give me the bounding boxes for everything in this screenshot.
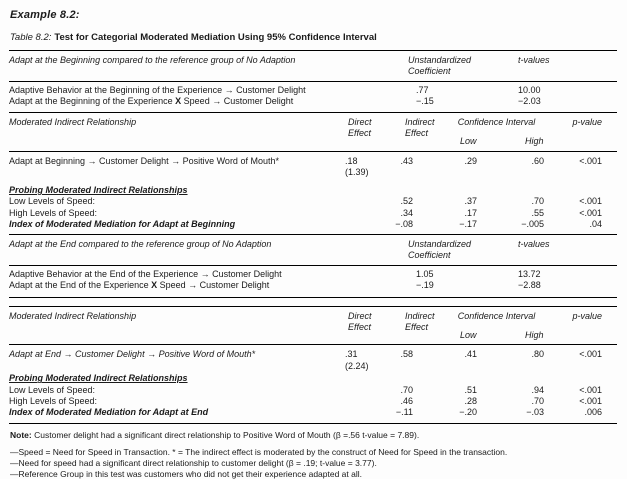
cell-ci-high: .70 — [531, 196, 545, 207]
cell-direct-effect — [325, 219, 375, 235]
table-row — [9, 407, 617, 423]
cell-pvalue: .04 — [589, 219, 603, 230]
table-footnotes — [10, 430, 619, 479]
interaction-x: X — [151, 280, 158, 291]
table-row — [9, 152, 617, 179]
probing-subheader: Probing Moderated Indirect Relationships — [9, 373, 188, 384]
cell-label: Adapt at End → Customer Delight → Positive Word of Mouth* — [9, 349, 256, 360]
cell-ci-low: .41 — [464, 349, 477, 360]
cell-ci-low: .29 — [464, 156, 477, 166]
table-caption-number: Table 8.2: — [10, 32, 52, 43]
cell-label: Adaptive Behavior at the End of the Experience → Customer Delight — [9, 269, 282, 280]
table-row — [9, 345, 617, 372]
table-row — [9, 266, 617, 281]
cell-label: Adapt at the End of the Experience X Speed → Customer Delight — [9, 280, 270, 291]
cell-ci-low: .37 — [464, 196, 477, 207]
note-text: Customer delight had a significant direct relationship to Positive Word of Mouth (β =.56 t-value = 7.89). — [34, 429, 420, 440]
header-row — [9, 306, 617, 325]
cell-ci-low: .51 — [464, 384, 477, 395]
cell-indirect-effect: .70 — [400, 384, 413, 395]
end-mediation-table — [9, 306, 617, 424]
cell-indirect-effect: .34 — [400, 207, 413, 218]
cell-ci-high: .70 — [531, 396, 545, 407]
column-header-indirect-effect: Indirect Effect — [405, 310, 435, 332]
cell-label: Low Levels of Speed: — [9, 384, 96, 395]
column-header-direct-effect: Direct Effect — [348, 117, 372, 139]
cell-label: Adaptive Behavior at the Beginning of the Experience → Customer Delight — [9, 84, 306, 95]
cell-ci-high: .60 — [531, 156, 545, 166]
column-header-low: Low — [460, 329, 477, 340]
table-caption — [10, 32, 619, 43]
cell-label: High Levels of Speed: — [9, 396, 98, 407]
cell-coefficient: 1.05 — [416, 269, 434, 280]
column-header-confidence-interval: Confidence Interval — [457, 117, 536, 128]
cell-indirect-effect: .52 — [400, 196, 413, 207]
cell-indirect-effect: .46 — [400, 396, 413, 407]
table-row — [9, 208, 617, 219]
note-line — [10, 430, 619, 441]
header-row — [9, 51, 617, 82]
cell-label: Adapt at the Beginning of the Experience X Speed → Customer Delight — [9, 96, 294, 106]
interaction-x: X — [175, 96, 182, 106]
cell-indirect-effect: −.08 — [395, 219, 413, 230]
cell-coefficient: −.19 — [416, 280, 434, 291]
cell-indirect-effect: −.11 — [395, 407, 413, 418]
column-header-pvalue: p-value — [572, 310, 603, 321]
cell-pvalue: <.001 — [579, 156, 603, 166]
column-header-tvalues: t-values — [518, 55, 550, 65]
cell-ci-low: −.17 — [459, 219, 477, 230]
footnote-line: —Need for speed had a significant direct relationship to customer delight (β = .19; t-value = 3.77). — [10, 458, 377, 469]
section-header: Moderated Indirect Relationship — [9, 117, 137, 128]
cell-tvalue: −2.88 — [518, 280, 541, 291]
cell-ci-high: .94 — [531, 384, 545, 395]
index-of-moderated-mediation-label: Index of Moderated Mediation for Adapt at End — [9, 407, 209, 418]
table-caption-title: Test for Categorial Moderated Mediation Using 95% Confidence Interval — [54, 32, 377, 43]
cell-direct-effect: .18 (1.39) — [345, 156, 369, 178]
column-header-low: Low — [460, 136, 477, 147]
column-header-confidence-interval: Confidence Interval — [457, 310, 536, 321]
cell-ci-low: .17 — [464, 207, 477, 218]
cell-direct-effect — [325, 407, 375, 423]
cell-pvalue: <.001 — [579, 196, 603, 207]
table-row — [9, 179, 617, 196]
cell-direct-effect — [325, 196, 375, 207]
cell-direct-effect — [325, 385, 375, 396]
section-header: Adapt at the End compared to the reference group of No Adaption — [9, 239, 272, 250]
table-row — [9, 280, 617, 297]
header-row — [9, 235, 617, 265]
cell-ci-high: .55 — [531, 207, 545, 218]
table-row — [9, 219, 617, 235]
cell-tvalue: 13.72 — [518, 269, 541, 280]
cell-direct-effect — [325, 208, 375, 219]
note-label: Note: — [10, 429, 32, 440]
cell-direct-effect: .31 (2.24) — [345, 349, 369, 371]
cell-direct-effect — [325, 396, 375, 407]
table-row — [9, 385, 617, 396]
begin-coefficients-table — [9, 50, 617, 113]
cell-indirect-effect: .43 — [400, 156, 413, 166]
section-header: Adapt at the Beginning compared to the reference group of No Adaption — [9, 55, 296, 65]
column-header-pvalue: p-value — [572, 117, 603, 128]
cell-label: High Levels of Speed: — [9, 207, 98, 218]
cell-pvalue: <.001 — [579, 207, 603, 218]
index-of-moderated-mediation-label: Index of Moderated Mediation for Adapt at Beginning — [9, 219, 236, 230]
column-header-coefficient: Unstandardized Coefficient — [408, 239, 472, 261]
table-row — [9, 372, 617, 384]
column-header-tvalues: t-values — [518, 239, 550, 250]
footnote-line: —Reference Group in this test was customers who did not get their experience adapted at all. — [10, 468, 362, 479]
example-heading: Example 8.2: — [10, 9, 80, 21]
footnote-line: —Speed = Need for Speed in Transaction. * = The indirect effect is moderated by the construct of Need for Speed in the transaction. — [10, 447, 508, 458]
table-row — [9, 81, 617, 96]
cell-ci-low: .28 — [464, 396, 477, 407]
cell-pvalue: <.001 — [579, 384, 603, 395]
cell-ci-low: −.20 — [459, 407, 477, 418]
begin-mediation-table — [9, 113, 617, 235]
column-header-high: High — [525, 329, 544, 340]
cell-coefficient: −.15 — [416, 96, 434, 106]
table-row — [9, 396, 617, 407]
cell-ci-high: −.03 — [526, 407, 545, 418]
table-row — [9, 96, 617, 113]
cell-tvalue: −2.03 — [518, 96, 541, 106]
probing-subheader: Probing Moderated Indirect Relationships — [9, 184, 188, 195]
cell-ci-high: .80 — [531, 349, 545, 360]
header-row — [9, 113, 617, 132]
cell-ci-high: −.005 — [521, 219, 545, 230]
column-header-high: High — [525, 136, 544, 147]
cell-label: Adapt at Beginning → Customer Delight → Positive Word of Mouth* — [9, 156, 279, 166]
column-header-coefficient: Unstandardized Coefficient — [408, 55, 472, 76]
cell-pvalue: <.001 — [579, 396, 603, 407]
section-header: Moderated Indirect Relationship — [9, 310, 137, 321]
cell-pvalue: <.001 — [579, 349, 603, 360]
cell-indirect-effect: .58 — [400, 349, 413, 360]
cell-coefficient: .77 — [416, 84, 429, 95]
end-coefficients-table — [9, 235, 617, 297]
cell-label: Low Levels of Speed: — [9, 196, 96, 207]
table-row — [9, 196, 617, 207]
column-header-direct-effect: Direct Effect — [348, 310, 372, 332]
cell-tvalue: 10.00 — [518, 84, 541, 95]
column-header-indirect-effect: Indirect Effect — [405, 117, 435, 139]
cell-pvalue: .006 — [584, 407, 603, 418]
